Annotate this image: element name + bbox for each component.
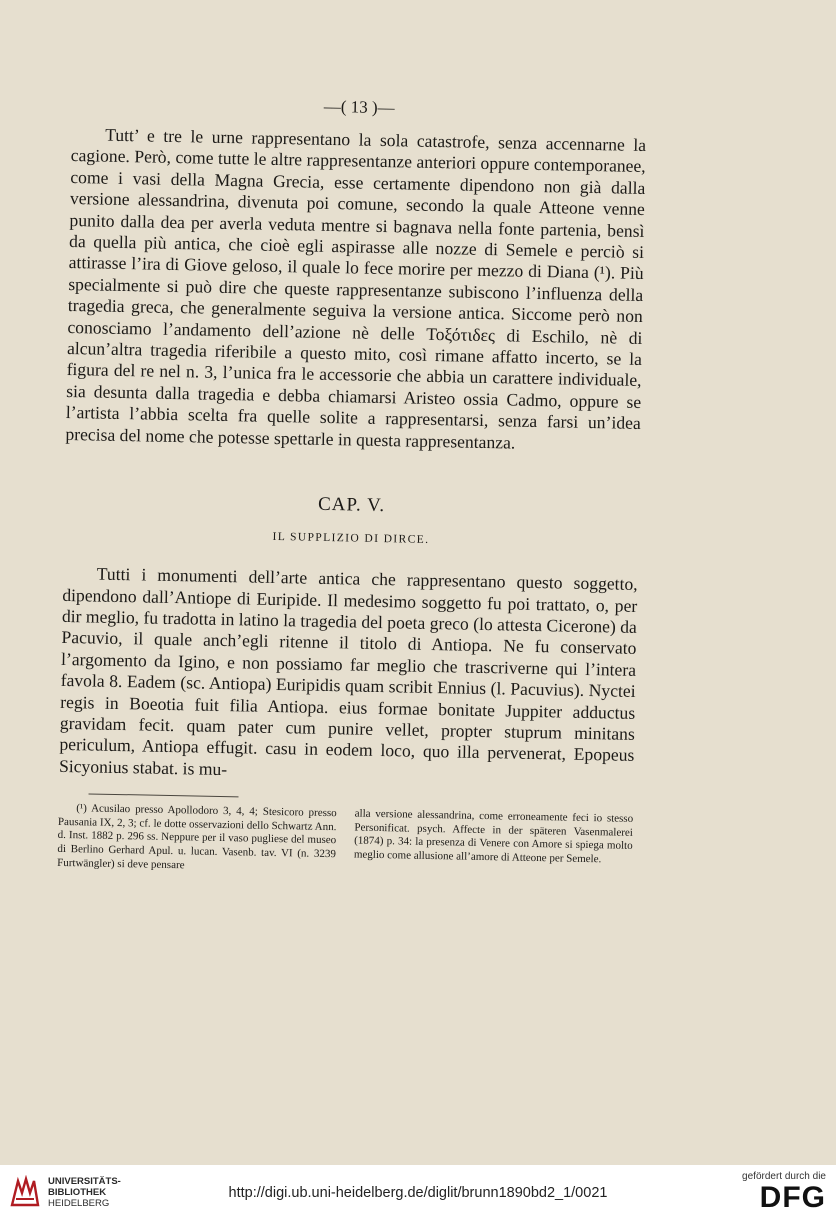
chapter-title: CAP. V. [317,493,386,517]
sponsor-text: gefördert durch die [742,1171,826,1182]
paragraph-2: Tutti i monumenti dell’arte antica che rappresentano questo soggetto, dipendono dall’Antiope di Euripide. Il medesimo soggetto fu poi trattato, o, per dir meglio, fu tradotta in latino la tragedia del poeta greco (lo attesta Cicerone) da Pacuvio, il quale anch’egli ritenne il titolo di Antiopa. Ne fu conservato l’argomento da Igino, e non possiamo far meglio che trascriverne qui l’intera favola 8. Eadem (sc. Antiopa) Euripidis quam scribit Ennius (l. Pacuvius). Nyctei regis in Boeotia fuit filia Antiopa. eius formae bonitate Juppiter adductus gravidam fecit. quam pater cum punire vellet, propter stuprum minitans periculum, Antiopa effugit. casu in eodem loco, quo illa pervenerat, Epopeus Sicyonius stabat. is mu- [58,563,638,779]
library-name-line-3: HEIDELBERG [48,1197,110,1209]
page-url-link[interactable]: http://digi.ub.uni-heidelberg.de/diglit/brunn1890bd2_1/0021 [228,1185,608,1201]
library-name-line-2: BIBLIOTHEK [48,1186,107,1198]
library-name-line-1: UNIVERSITÄTS- [48,1175,121,1187]
footnote-right-column: alla versione alessandrina, come erroneamente feci io stesso Personificat. psych. Affecte in der späteren Vasenmalerei (1874) p. 34: la presenza di Venere con Amore si spiega molto meglio come allusione all’amore di Atteone per Semele. [353,807,634,866]
section-title: IL SUPPLIZIO DI DIRCE. [272,531,430,547]
paragraph-1: Tutt’ e tre le urne rappresentano la sola catastrofe, senza accennarne la cagione. Però, come tutte le altre rappresentanze anteriori oppure contemporanee, come i vasi della Magna Grecia, esse certamente dipendono non già dalla versione alessandrina, divenuta poi comune, secondo la quale Atteone venne punito dalla dea per averla veduta mentre si bagnava nella fonte partenia, bensì da quella più antica, che cioè egli aspirasse alle nozze di Semele e perciò si attirasse l’ira di Giove geloso, il quale lo fece morire per mezzo di Diana (¹). Più specialmente si può dire che queste rappresentanze subiscono l’influenza della tragedia greca, che generalmente seguiva la versione antica. Siccome però non conosciamo l’andamento dell’azione nè delle Τοξότιδες di Eschilo, nè di alcun’altra tragedia riferibile a questo mito, così rimane affatto incerto, se la figura del re nel n. 3, l’unica fra le accessorie che abbia un carattere individuale, sia desunta dalla tragedia e debba chiamarsi Aristeo ossia Cadmo, oppure se l’artista l’abbia scelta fra quelle solite a rappresentarsi, senza farsi un’idea precisa del nome che potesse spettarle in questa rappresentanza. [65,124,647,453]
footnote-left-column: (¹) Acusilao presso Apollodoro 3, 4, 4; Stesicoro presso Pausania IX, 2, 3; cf. le dotte osservazioni dello Schwartz Ann. d. Inst. 1882 p. 296 ss. Neppure per il vaso pugliese del museo di Berlino Gerhard Apul. u. lucan. Vasenb. tav. VI (n. 3239 Furtwängler) si deve pensare [57,802,337,871]
page-text-block [57,92,647,881]
viewer-footer [0,1165,836,1229]
page-number: —( 13 )— [323,96,395,118]
footnote-separator [89,794,239,798]
sponsor-name: DFG [759,1181,826,1214]
footnotes [57,802,633,881]
sponsor-logo[interactable] [742,1171,826,1214]
